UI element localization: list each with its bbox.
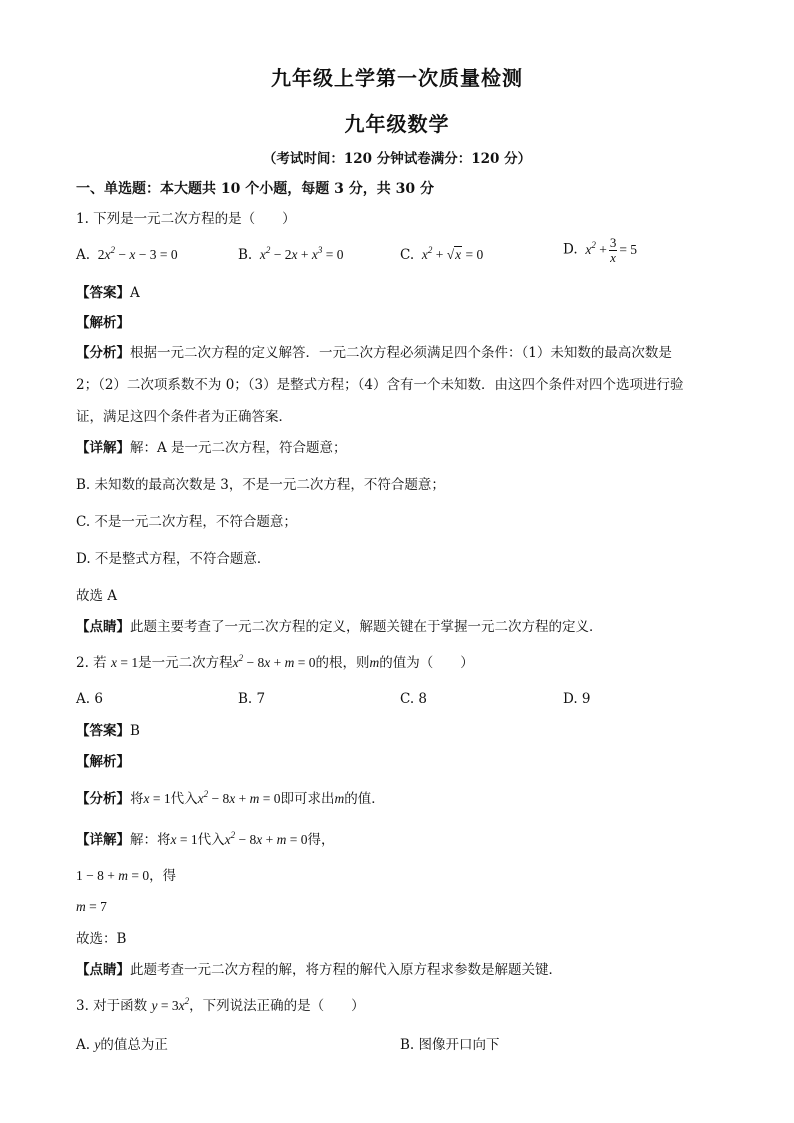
q1-option-c [400, 246, 483, 264]
q2-fenxi-post2: 的值． [344, 791, 385, 807]
q1-conclusion: 故选 A [76, 588, 118, 604]
q2-fenxi-m: m [334, 791, 345, 806]
exam-title: 九年级上学第一次质量检测 [271, 66, 523, 90]
q1-option-d-formula: $x^2$ + $\frac{3}{x}$ = 5 [581, 235, 638, 265]
q2-fenxi-mid: 代入 [170, 791, 198, 807]
q3-function-formula: $y = 3x^2$ [151, 996, 190, 1013]
q2-stem-pre: 2. 若 [76, 655, 107, 671]
q1-answer-tag: 【答案】 [76, 285, 130, 301]
q2-step2-formula: m = 7 [76, 899, 107, 914]
q2-root-formula: x = 1 [110, 655, 139, 670]
q1-fenxi-line2: 2；（2）二次项系数不为 0；（3）是整式方程；（4）含有一个未知数．由这四个条件对四个选项进行验 [76, 377, 684, 393]
q2-xiangjie-post: 得， [307, 832, 335, 848]
q2-dianjing-text: 此题考查一元二次方程的解，将方程的解代入原方程求参数是解题关键． [130, 962, 562, 978]
q1-explain-c: C. 不是一元二次方程，不符合题意； [76, 514, 297, 530]
q3-stem [76, 997, 726, 1015]
q2-equation-formula: $x^2 - 8x + m = 0$ [232, 653, 316, 670]
q2-xiangjie-equation: $x^2 - 8x + m = 0$ [224, 830, 308, 847]
q1-answer [76, 284, 726, 302]
section-heading: 一、单选题：本大题共 10 个小题，每题 3 分，共 30 分 [76, 181, 434, 197]
q2-conclusion: 故选：B [76, 931, 127, 947]
q3-option-b: B. 图像开口向下 [400, 1037, 500, 1053]
q2-fenxi [76, 790, 726, 808]
q3-stem-pre: 3. 对于函数 [76, 998, 148, 1014]
q3-option-a-label: A. [76, 1037, 91, 1053]
q2-xiangjie-mid: 代入 [197, 832, 225, 848]
q1-fenxi-tag: 【分析】 [76, 345, 130, 361]
q2-stem-post1: 的根，则 [315, 655, 370, 671]
q1-option-b-label: B. [238, 247, 253, 263]
q2-stem-mid: 是一元二次方程 [138, 655, 233, 671]
q2-step2 [76, 898, 726, 916]
q2-variable-m: m [369, 655, 380, 670]
q1-dianjing [76, 618, 726, 636]
q1-option-c-label: C. [400, 247, 415, 263]
q1-xiangjie-line1 [76, 439, 726, 457]
q2-answer-value: B [130, 723, 140, 739]
q2-stem-post2: 的值为（ ） [379, 655, 474, 671]
q1-xiangjie-text1: 解：A 是一元二次方程，符合题意； [130, 440, 347, 456]
q1-fenxi-line1 [76, 344, 726, 362]
q1-option-d [563, 236, 637, 265]
q2-step1 [76, 867, 726, 885]
q2-option-b: B. 7 [238, 691, 266, 707]
q2-fenxi-pre: 将 [130, 791, 144, 807]
q1-option-a [76, 246, 178, 264]
q2-xiangjie-pre: 解：将 [130, 832, 171, 848]
q3-stem-post: ，下列说法正确的是（ ） [189, 998, 365, 1014]
q3-option-a-text: 的值总为正 [100, 1037, 168, 1053]
q2-option-a: A. 6 [76, 691, 103, 707]
q2-fenxi-root: x = 1 [143, 791, 171, 806]
q2-option-c: C. 8 [400, 691, 428, 707]
q1-explain-b: B. 未知数的最高次数是 3，不是一元二次方程，不符合题意； [76, 477, 445, 493]
q1-option-b [238, 246, 344, 264]
q3-option-a-y: y [94, 1037, 101, 1052]
q1-xiangjie-tag: 【详解】 [76, 440, 130, 456]
exam-info: （考试时间：120 分钟试卷满分：120 分） [262, 151, 532, 167]
q2-step1-post: ，得 [149, 868, 177, 884]
q2-fenxi-post1: 即可求出 [280, 791, 335, 807]
q2-answer [76, 722, 726, 740]
q2-option-d: D. 9 [563, 691, 591, 707]
q2-dianjing-tag: 【点睛】 [76, 962, 130, 978]
q1-answer-value: A [130, 285, 140, 301]
q1-option-a-formula: $2x^2 - x - 3 = 0$ [97, 245, 178, 262]
q2-dianjing [76, 961, 726, 979]
q2-xiangjie [76, 831, 726, 849]
q1-option-d-label: D. [563, 241, 578, 258]
q1-stem: 1. 下列是一元二次方程的是（ ） [76, 211, 296, 227]
q1-option-c-formula: $x^2 + √x = 0$ [418, 245, 484, 262]
q2-xiangjie-tag: 【详解】 [76, 832, 130, 848]
q2-fenxi-equation: $x^2 - 8x + m = 0$ [197, 789, 281, 806]
q1-analysis-tag: 【解析】 [76, 315, 130, 331]
q1-explain-d: D. 不是整式方程，不符合题意． [76, 551, 271, 567]
q1-fenxi-text1: 根据一元二次方程的定义解答．一元二次方程必须满足四个条件：（1）未知数的最高次数是 [130, 345, 672, 361]
q2-step1-formula: 1 − 8 + m = 0 [76, 868, 150, 883]
q1-option-b-formula: $x^2 - 2x + x^3 = 0$ [256, 245, 344, 262]
q3-option-a [76, 1036, 168, 1054]
q2-fenxi-tag: 【分析】 [76, 791, 130, 807]
q2-stem [76, 654, 726, 672]
q1-fenxi-line3: 证，满足这四个条件者为正确答案． [76, 409, 292, 425]
q1-dianjing-tag: 【点睛】 [76, 619, 130, 635]
q1-option-a-label: A. [76, 247, 91, 263]
q2-answer-tag: 【答案】 [76, 723, 130, 739]
exam-subject: 九年级数学 [344, 112, 450, 136]
q2-xiangjie-root: x = 1 [170, 832, 198, 847]
q1-dianjing-text: 此题主要考查了一元二次方程的定义，解题关键在于掌握一元二次方程的定义． [130, 619, 603, 635]
q2-analysis-tag: 【解析】 [76, 754, 130, 770]
